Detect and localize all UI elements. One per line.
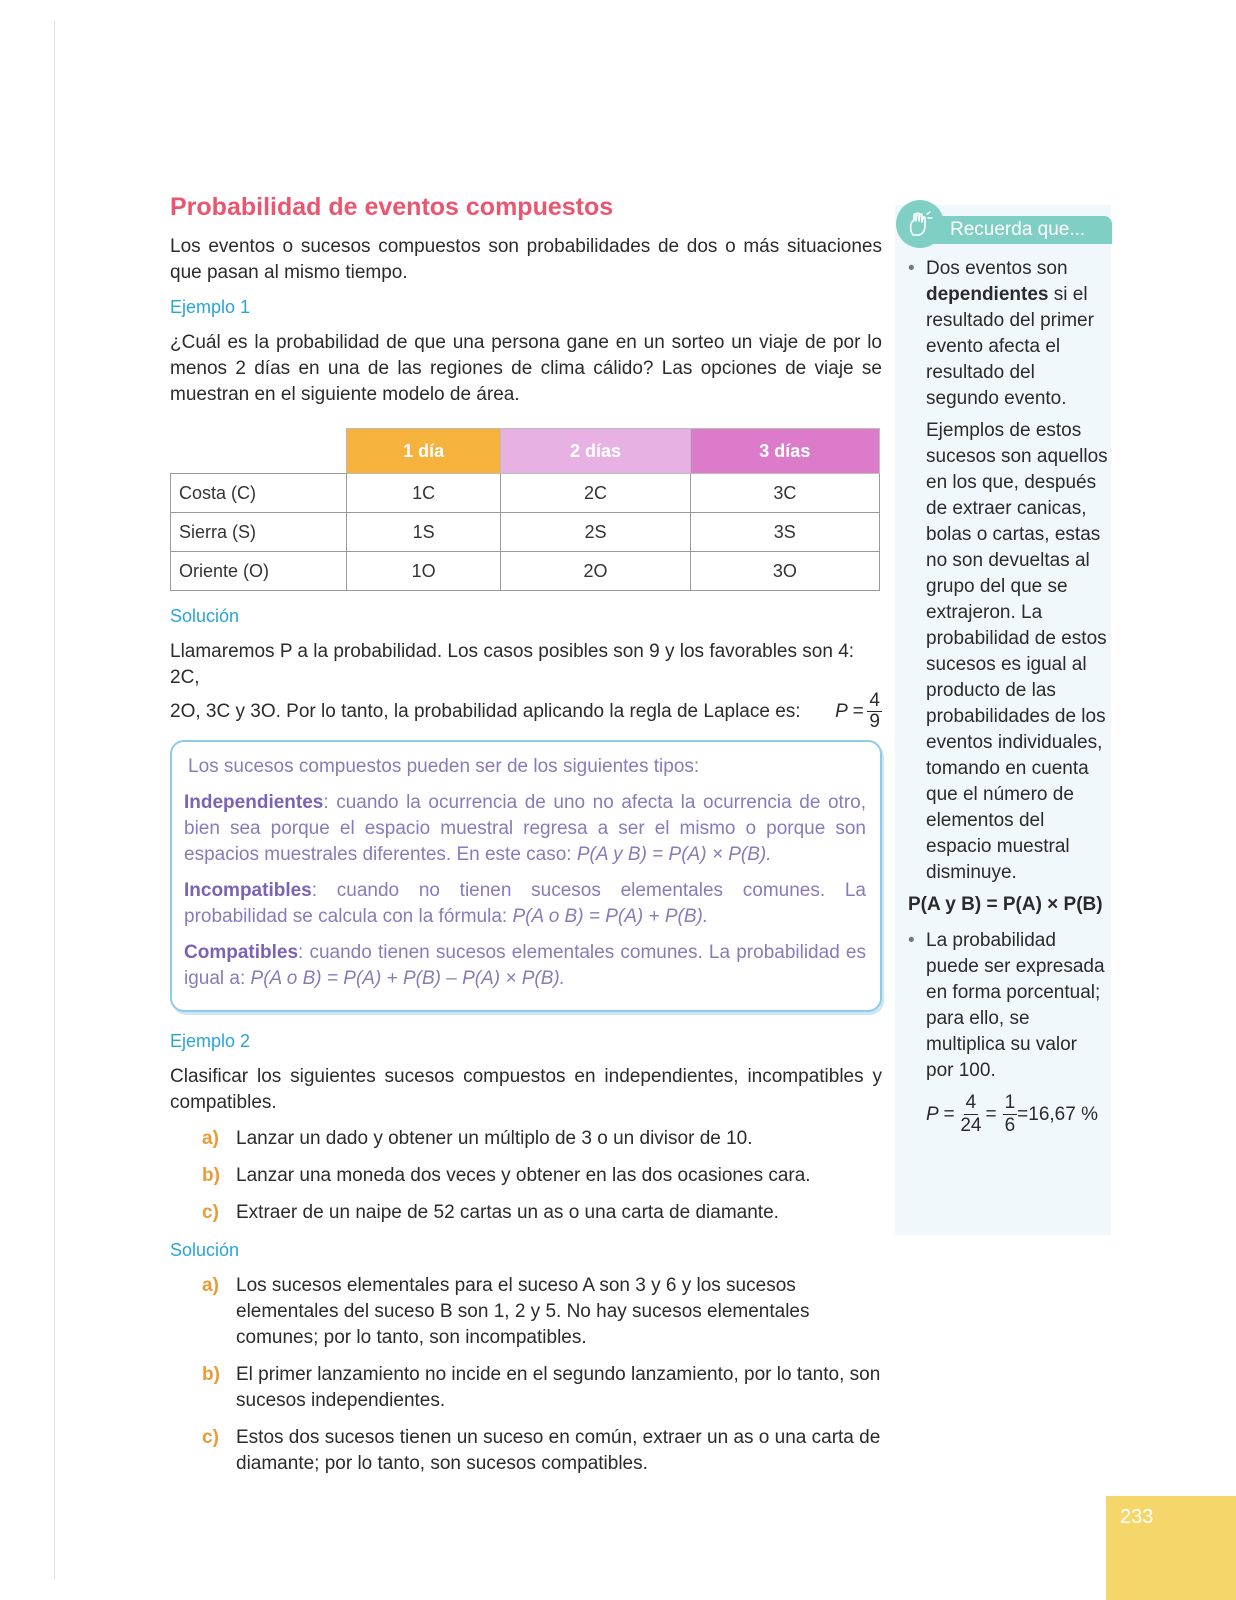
sidebar-bullet-1 bbox=[908, 256, 1108, 412]
item-letter: a) bbox=[202, 1128, 219, 1149]
example2-items bbox=[170, 1126, 882, 1226]
example2-statement: Clasificar los siguientes sucesos compuestos en independientes, incompatibles y compatibles. bbox=[170, 1066, 882, 1113]
type-description: : cuando tienen sucesos elementales comunes. La probabilidad es igual a: bbox=[184, 942, 866, 989]
item-text: Extraer de un naipe de 52 cartas un as o una carta de diamante. bbox=[236, 1202, 779, 1223]
type-formula: P(A o B) = P(A) + P(B) – P(A) × P(B). bbox=[250, 968, 566, 989]
bullet-text bbox=[926, 256, 1108, 412]
fraction-denominator: 6 bbox=[1004, 1115, 1016, 1136]
intro-paragraph: Los eventos o sucesos compuestos son probabilidades de dos o más situaciones que pasan al mismo tiempo. bbox=[170, 236, 882, 283]
formula-result: =16,67 % bbox=[1017, 1103, 1098, 1125]
item-letter: c) bbox=[202, 1427, 219, 1448]
type-term: Incompatibles bbox=[184, 880, 312, 901]
type-compatible bbox=[184, 940, 866, 992]
formula-equals: = bbox=[985, 1103, 997, 1125]
row-header: Oriente (O) bbox=[171, 552, 347, 591]
bullet-bold-term: dependientes bbox=[926, 284, 1049, 305]
table-cell: 3C bbox=[690, 474, 879, 513]
example2-solutions bbox=[170, 1273, 882, 1477]
table-cell: 1S bbox=[347, 513, 501, 552]
sidebar-formula: P(A y B) = P(A) × P(B) bbox=[908, 894, 1103, 915]
example2-label: Ejemplo 2 bbox=[170, 1031, 251, 1051]
list-item bbox=[202, 1126, 882, 1152]
types-intro: Los sucesos compuestos pueden ser de los siguientes tipos: bbox=[188, 756, 700, 777]
row-header: Sierra (S) bbox=[171, 513, 347, 552]
solution2-label: Solución bbox=[170, 1240, 240, 1260]
fraction bbox=[1003, 1092, 1018, 1137]
column-header: 3 días bbox=[690, 429, 879, 474]
table-header-row bbox=[171, 429, 880, 474]
fraction bbox=[867, 691, 882, 732]
table-row bbox=[171, 552, 880, 591]
row-header: Costa (C) bbox=[171, 474, 347, 513]
table-cell: 2C bbox=[501, 474, 690, 513]
page-binding-edge bbox=[54, 20, 55, 1580]
main-column bbox=[170, 190, 882, 1488]
type-description: : cuando la ocurrencia de uno no afecta la ocurrencia de otro, bien sea porque el espacio muestral regresa a ser el mismo o porque son espacios muestrales diferentes. En este caso: bbox=[184, 792, 866, 865]
item-text: Lanzar un dado y obtener un múltiplo de 3 o un divisor de 10. bbox=[236, 1128, 753, 1149]
item-text: Los sucesos elementales para el suceso A son 3 y 6 y los sucesos elementales del suceso B son 1, 2 y 5. No hay sucesos elementales comunes; por lo tanto, son incompatibles. bbox=[236, 1275, 810, 1348]
hand-icon bbox=[896, 200, 944, 248]
item-text: El primer lanzamiento no incide en el segundo lanzamiento, por lo tanto, son sucesos independientes. bbox=[236, 1364, 881, 1411]
fraction-numerator: 4 bbox=[869, 690, 880, 711]
table-cell: 1C bbox=[347, 474, 501, 513]
sidebar-content bbox=[908, 256, 1108, 1137]
sidebar-heading: Recuerda que... bbox=[920, 216, 1112, 244]
type-incompatible bbox=[184, 878, 866, 930]
compound-types-box bbox=[170, 740, 882, 1012]
list-item bbox=[202, 1200, 882, 1226]
list-item bbox=[202, 1425, 882, 1477]
item-letter: b) bbox=[202, 1364, 220, 1385]
solution1-line2: 2O, 3C y 3O. Por lo tanto, la probabilidad aplicando la regla de Laplace es: bbox=[170, 700, 801, 722]
bullet-dot: • bbox=[908, 258, 915, 279]
fraction-numerator: 4 bbox=[965, 1092, 977, 1113]
type-term: Independientes bbox=[184, 792, 324, 813]
list-item bbox=[202, 1273, 882, 1351]
hand-icon-svg bbox=[905, 209, 935, 239]
bullet-text-part: si el resultado del primer evento afecta el resultado del segundo evento. bbox=[926, 284, 1094, 409]
item-text: Lanzar una moneda dos veces y obtener en las dos ocasiones cara. bbox=[236, 1165, 811, 1186]
laplace-formula bbox=[835, 691, 882, 732]
type-independent bbox=[184, 790, 866, 868]
item-letter: b) bbox=[202, 1165, 220, 1186]
fraction-denominator: 9 bbox=[869, 711, 880, 732]
bullet-dot: • bbox=[908, 930, 915, 951]
formula-variable: P = bbox=[926, 1103, 955, 1125]
sidebar-detail: Ejemplos de estos sucesos son aquellos en los que, después de extraer canicas, bolas o cartas, estas no son devueltas al grupo del que se extrajeron. La probabilidad de estos sucesos es igual al producto de las probabilidades de los eventos individuales, tomando en cuenta que el número de elementos del espacio muestral disminuye. bbox=[926, 420, 1108, 883]
percent-formula bbox=[908, 1092, 1108, 1137]
fraction-denominator: 24 bbox=[960, 1115, 982, 1136]
bullet-text-part: Dos eventos son bbox=[926, 258, 1068, 279]
list-item bbox=[202, 1163, 882, 1189]
item-letter: a) bbox=[202, 1275, 219, 1296]
table-row bbox=[171, 513, 880, 552]
sidebar-bullet-2 bbox=[908, 928, 1108, 1084]
table-cell: 3O bbox=[690, 552, 879, 591]
fraction bbox=[958, 1092, 983, 1137]
fraction-numerator: 1 bbox=[1004, 1092, 1016, 1113]
table-row bbox=[171, 474, 880, 513]
list-item bbox=[202, 1362, 882, 1414]
item-letter: c) bbox=[202, 1202, 219, 1223]
solution1-label: Solución bbox=[170, 606, 240, 626]
column-header: 2 días bbox=[501, 429, 690, 474]
page-number: 233 bbox=[1106, 1496, 1236, 1600]
formula-variable: P = bbox=[835, 700, 864, 722]
type-formula: P(A o B) = P(A) + P(B). bbox=[512, 906, 709, 927]
example1-label: Ejemplo 1 bbox=[170, 297, 251, 317]
item-text: Estos dos sucesos tienen un suceso en común, extraer un as o una carta de diamante; por lo tanto, son sucesos compatibles. bbox=[236, 1427, 881, 1474]
table-corner bbox=[171, 429, 347, 474]
area-model-table bbox=[170, 428, 880, 591]
bullet-text: La probabilidad puede ser expresada en forma porcentual; para ello, se multiplica su valor por 100. bbox=[926, 930, 1105, 1081]
solution1-formula-line bbox=[170, 691, 882, 732]
type-formula: P(A y B) = P(A) × P(B). bbox=[576, 844, 772, 865]
table-cell: 3S bbox=[690, 513, 879, 552]
table-cell: 1O bbox=[347, 552, 501, 591]
example1-question: ¿Cuál es la probabilidad de que una persona gane en un sorteo un viaje de por lo menos 2 días en una de las regiones de clima cálido? Las opciones de viaje se muestran en el siguiente modelo de área. bbox=[170, 332, 882, 405]
page-title: Probabilidad de eventos compuestos bbox=[170, 193, 614, 221]
table-cell: 2O bbox=[501, 552, 690, 591]
column-header: 1 día bbox=[347, 429, 501, 474]
table-cell: 2S bbox=[501, 513, 690, 552]
type-description: : cuando no tienen sucesos elementales comunes. La probabilidad se calcula con la fórmula: bbox=[184, 880, 866, 927]
solution1-line1: Llamaremos P a la probabilidad. Los casos posibles son 9 y los favorables son 4: 2C, bbox=[170, 641, 855, 688]
type-term: Compatibles bbox=[184, 942, 299, 963]
